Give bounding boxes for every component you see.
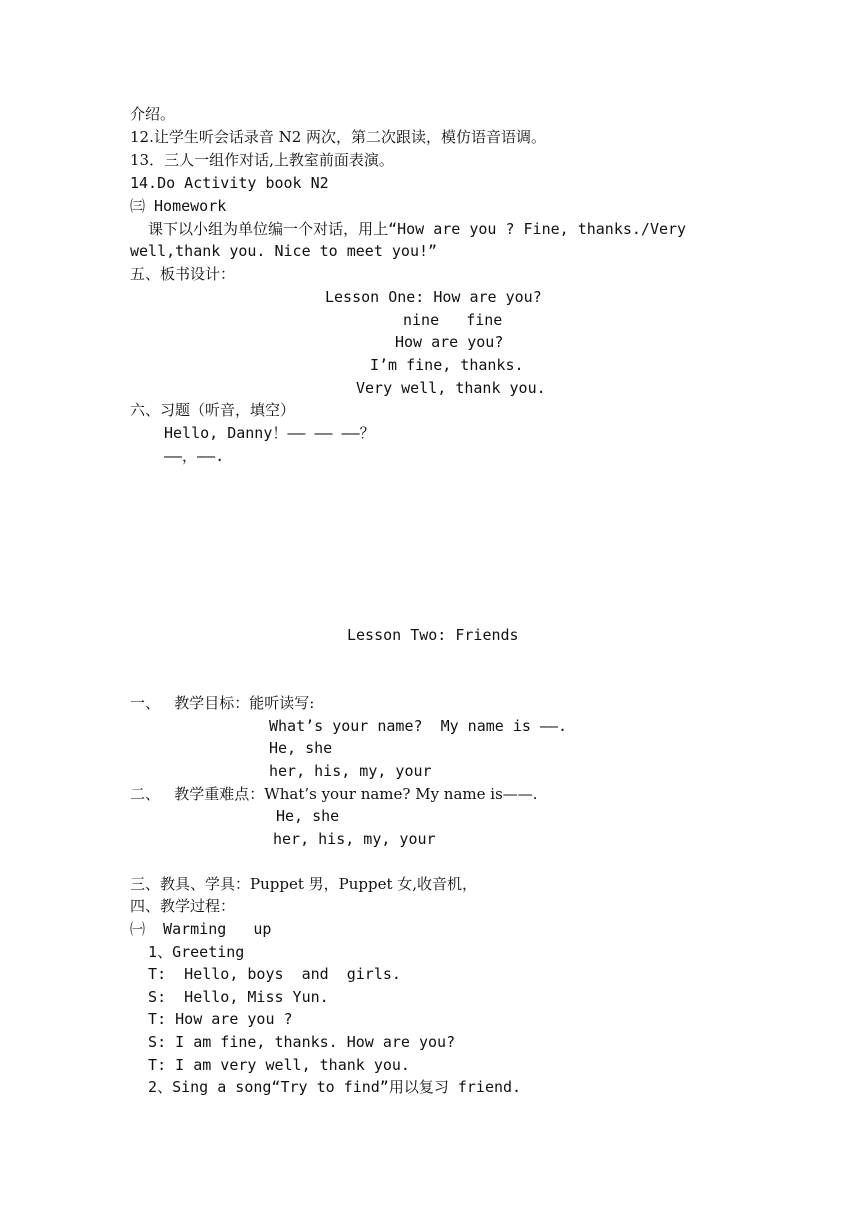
lesson-title: Lesson Two: Friends (347, 626, 519, 644)
process-line: T: I am very well, thank you. (130, 1056, 410, 1074)
section-heading: 三、教具、学具：Puppet 男，Puppet 女,收音机， (130, 875, 478, 893)
objective-line: What’s your name? My name is ——. (269, 717, 568, 735)
text-line: 13．三人一组作对话,上教室前面表演。 (130, 151, 394, 169)
text-line: 介绍。 (130, 105, 176, 123)
objective-line: her, his, my, your (269, 762, 432, 780)
text-line: 12.让学生听会话录音 N2 两次，第二次跟读，模仿语音语调。 (130, 128, 547, 146)
section-heading: 二、 教学重难点：What’s your name? My name is——. (130, 785, 538, 803)
text-line: 课下以小组为单位编一个对话，用上“How are you ? Fine, thanks./Very (130, 220, 687, 238)
board-line: How are you? (395, 333, 504, 351)
section-heading: 五、板书设计： (130, 265, 236, 283)
section-heading: 一、 教学目标：能听读写: (130, 694, 315, 712)
process-line: 1、Greeting (130, 943, 245, 961)
text-line: 14.Do Activity book N2 (130, 174, 329, 192)
objective-line: He, she (269, 739, 333, 757)
process-line: ㈠ Warming up (130, 920, 272, 938)
exercise-line: ——，——. (164, 447, 225, 465)
process-line: S: I am fine, thanks. How are you? (130, 1033, 456, 1051)
board-line: nine fine (403, 311, 503, 329)
process-line: 2、Sing a song“Try to find”用以复习 friend. (130, 1078, 522, 1096)
board-line: Lesson One: How are you? (325, 288, 542, 306)
objective-line: her, his, my, your (273, 830, 436, 848)
objective-line: He, she (276, 807, 340, 825)
process-line: T: Hello, boys and girls. (130, 965, 401, 983)
process-line: S: Hello, Miss Yun. (130, 988, 329, 1006)
text-line: well,thank you. Nice to meet you!” (130, 242, 438, 260)
board-line: I’m fine, thanks. (370, 356, 524, 374)
board-line: Very well, thank you. (356, 379, 546, 397)
section-heading: 六、习题（听音，填空） (130, 401, 296, 419)
section-heading: 四、教学过程： (130, 897, 236, 915)
process-line: T: How are you ? (130, 1010, 293, 1028)
text-line: ㈢ Homework (130, 197, 227, 215)
exercise-line: Hello, Danny！—— —— ——？ (164, 424, 375, 442)
